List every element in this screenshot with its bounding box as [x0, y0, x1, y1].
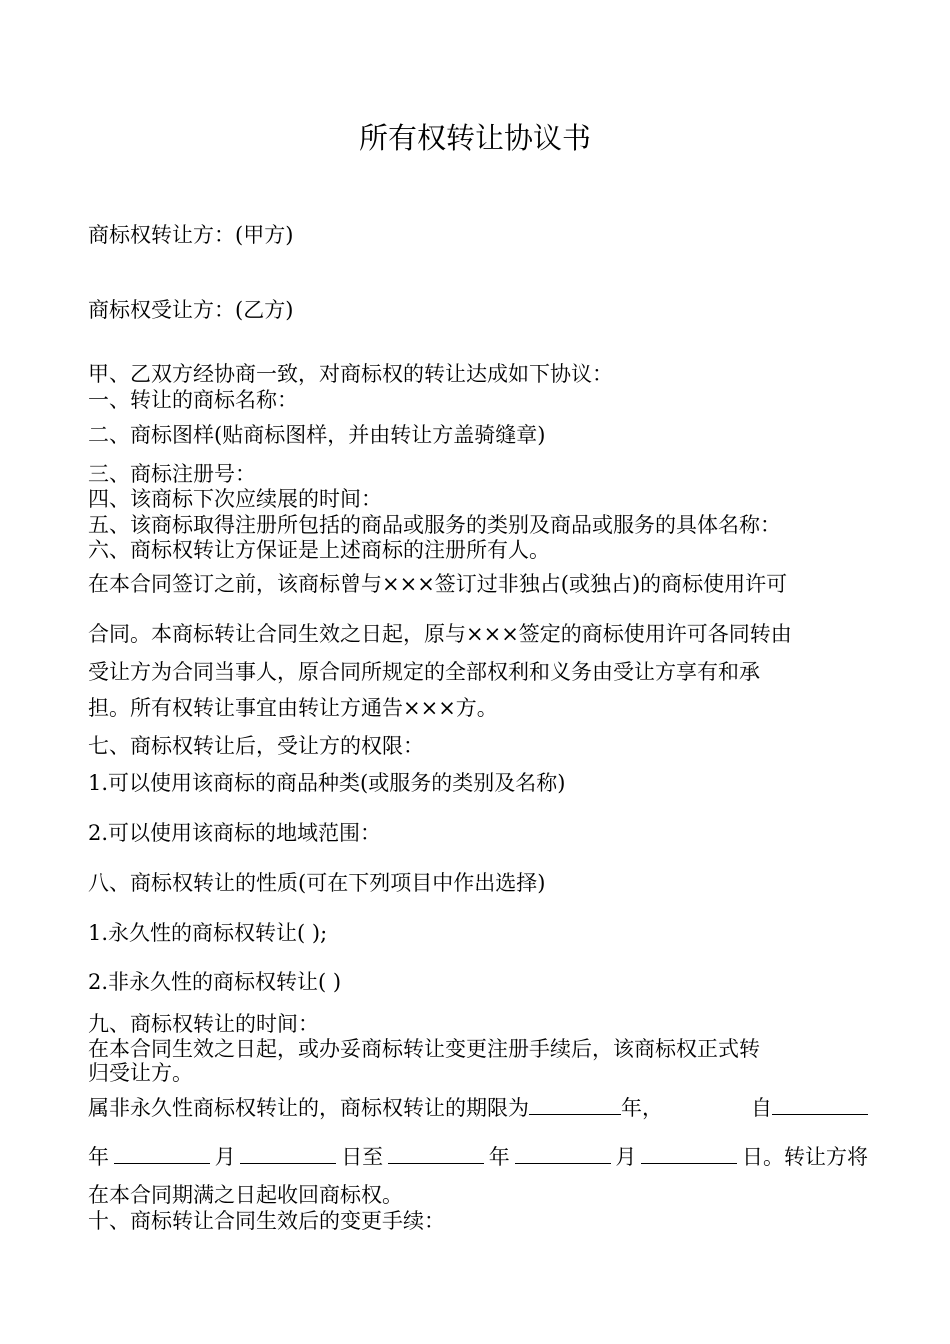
end-day-blank [641, 1143, 737, 1164]
clause-9: 九、商标权转让的时间： [88, 1012, 319, 1036]
end-month-blank [515, 1143, 611, 1164]
start-year-label: 年 [88, 1145, 109, 1169]
term-years-blank [529, 1094, 621, 1115]
clause-8: 八、商标权转让的性质(可在下列项目中作出选择) [88, 871, 546, 895]
clause-3: 三、商标注册号： [88, 462, 256, 486]
clause-6-para-line-3: 受让方为合同当事人，原合同所规定的全部权利和义务由受让方享有和承 [88, 660, 760, 684]
clause-4: 四、该商标下次应续展的时间： [88, 487, 382, 511]
clause-6-para-line-4: 担。所有权转让事宜由转让方通告×××方。 [88, 696, 498, 720]
term-suffix: 日。转让方将 [741, 1145, 868, 1169]
term-prefix: 属非永久性商标权转让的，商标权转让的期限为 [88, 1096, 529, 1120]
clause-1: 一、转让的商标名称： [88, 388, 298, 412]
clause-6-para-line-1: 在本合同签订之前，该商标曾与×××签订过非独占(或独占)的商标使用许可 [88, 572, 788, 596]
document-title: 所有权转让协议书 [358, 121, 591, 155]
start-year-blank [772, 1094, 868, 1115]
clause-8-sub-1: 1.永久性的商标权转让( ); [88, 921, 328, 945]
intro-line: 甲、乙双方经协商一致，对商标权的转让达成如下协议： [88, 362, 613, 386]
clause-9-para-line-2: 归受让方。 [88, 1061, 193, 1085]
clause-2: 二、商标图样(贴商标图样，并由转让方盖骑缝章) [88, 423, 546, 447]
term-from-label: 自 [751, 1096, 772, 1120]
term-line-2 [88, 1143, 868, 1171]
end-year-blank [388, 1143, 484, 1164]
start-day-blank [240, 1143, 336, 1164]
clause-6: 六、商标权转让方保证是上述商标的注册所有人。 [88, 538, 550, 562]
start-month-blank [114, 1143, 210, 1164]
end-year-label: 年 [488, 1145, 510, 1169]
clause-6-para-line-2: 合同。本商标转让合同生效之日起，原与×××签定的商标使用许可各同转由 [88, 622, 792, 646]
clause-7-sub-1: 1.可以使用该商标的商品种类(或服务的类别及名称) [88, 771, 566, 795]
clause-5: 五、该商标取得注册所包括的商品或服务的类别及商品或服务的具体名称： [88, 513, 781, 537]
clause-7-sub-2: 2.可以使用该商标的地域范围： [88, 821, 382, 845]
clause-8-sub-2: 2.非永久性的商标权转让( ) [88, 970, 342, 994]
clause-10: 十、商标转让合同生效后的变更手续： [88, 1209, 445, 1233]
term-line-1 [88, 1094, 868, 1122]
start-month-label: 月 [214, 1145, 236, 1169]
start-day-to-label: 日至 [341, 1145, 384, 1169]
clause-9-para-line-1: 在本合同生效之日起，或办妥商标转让变更注册手续后，该商标权正式转 [88, 1037, 760, 1061]
clause-7: 七、商标权转让后，受让方的权限： [88, 734, 424, 758]
end-month-label: 月 [615, 1145, 637, 1169]
term-year-label: 年， [621, 1096, 663, 1120]
transferor-line: 商标权转让方：(甲方) [88, 223, 294, 247]
transferee-line: 商标权受让方：(乙方) [88, 298, 294, 322]
term-line-3: 在本合同期满之日起收回商标权。 [88, 1183, 403, 1207]
